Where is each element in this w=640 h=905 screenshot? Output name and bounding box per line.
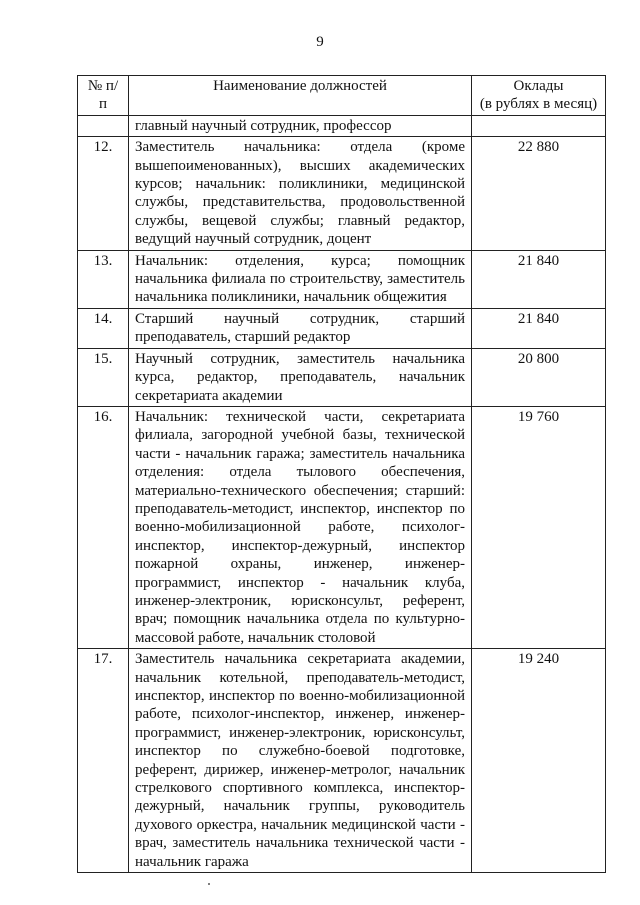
- cell-salary: 22 880: [472, 137, 606, 250]
- table-row: [78, 137, 606, 250]
- salary-table: [77, 75, 606, 873]
- stray-dot: [208, 883, 210, 885]
- table-row: [78, 250, 606, 308]
- cell-position-name: Научный сотрудник, заместитель начальника курса, редактор, преподаватель, начальник секретариата академии: [129, 348, 472, 406]
- cell-row-number: 15.: [78, 348, 129, 406]
- table-row: [78, 348, 606, 406]
- cell-salary: 19 760: [472, 406, 606, 648]
- header-salary-line1: Оклады: [513, 78, 564, 94]
- cell-num-empty: [78, 115, 129, 136]
- cell-salary-empty: [472, 115, 606, 136]
- header-position-name: Наименование должностей: [129, 76, 472, 116]
- cell-position-name: Старший научный сотрудник, старший преподаватель, старший редактор: [129, 308, 472, 348]
- page-number: 9: [316, 34, 324, 50]
- cell-row-number: 12.: [78, 137, 129, 250]
- cell-salary: 21 840: [472, 250, 606, 308]
- header-salary-line2: (в рублях в месяц): [479, 96, 598, 112]
- cell-row-number: 14.: [78, 308, 129, 348]
- cell-salary: 20 800: [472, 348, 606, 406]
- table-header-row: [78, 76, 606, 116]
- header-number: № п/п: [78, 76, 129, 116]
- header-salary: [472, 76, 606, 116]
- cell-position-name: Заместитель начальника секретариата академии, начальник котельной, преподаватель-методист, инспектор, инспектор по военно-мобилизационной работе, психолог-инспектор, инженер, инженер-программист, инженер-электроник, юрисконсульт, инспектор по служебно-боевой подготовке, референт, дирижер, инженер-метролог, начальник стрелкового спортивного комплекса, инспектор-дежурный, начальник группы, руководитель духового оркестра, начальник медицинской части - врач, заместитель начальника технической части - начальник гаража: [129, 649, 472, 873]
- cell-position-name: Заместитель начальника: отдела (кроме вышепоименованных), высших академических курсов; начальник: поликлиники, медицинской службы, представительства, продовольственной службы, вещевой службы; главный редактор, ведущий научный сотрудник, доцент: [129, 137, 472, 250]
- table-row: [78, 649, 606, 873]
- table-row-continuation: [78, 115, 606, 136]
- cell-position-continuation: главный научный сотрудник, профессор: [129, 115, 472, 136]
- cell-row-number: 16.: [78, 406, 129, 648]
- cell-position-name: Начальник: технической части, секретариата филиала, загородной учебной базы, технической части - начальник гаража; заместитель начальника отделения: отдела тылового обеспечения, материально-технического обеспечения; старший: преподаватель-методист, инспектор, инспектор по военно-мобилизационной работе, психолог-инспектор, инспектор-дежурный, инспектор пожарной охраны, инженер, инженер-программист, инспектор - начальник клуба, инженер-электроник, юрисконсульт, референт, врач; помощник начальника отдела по культурно-массовой работе, начальник столовой: [129, 406, 472, 648]
- cell-salary: 21 840: [472, 308, 606, 348]
- cell-row-number: 13.: [78, 250, 129, 308]
- table-row: [78, 308, 606, 348]
- cell-salary: 19 240: [472, 649, 606, 873]
- cell-position-name: Начальник: отделения, курса; помощник начальника филиала по строительству, заместитель начальника поликлиники, начальник общежития: [129, 250, 472, 308]
- cell-row-number: 17.: [78, 649, 129, 873]
- table-row: [78, 406, 606, 648]
